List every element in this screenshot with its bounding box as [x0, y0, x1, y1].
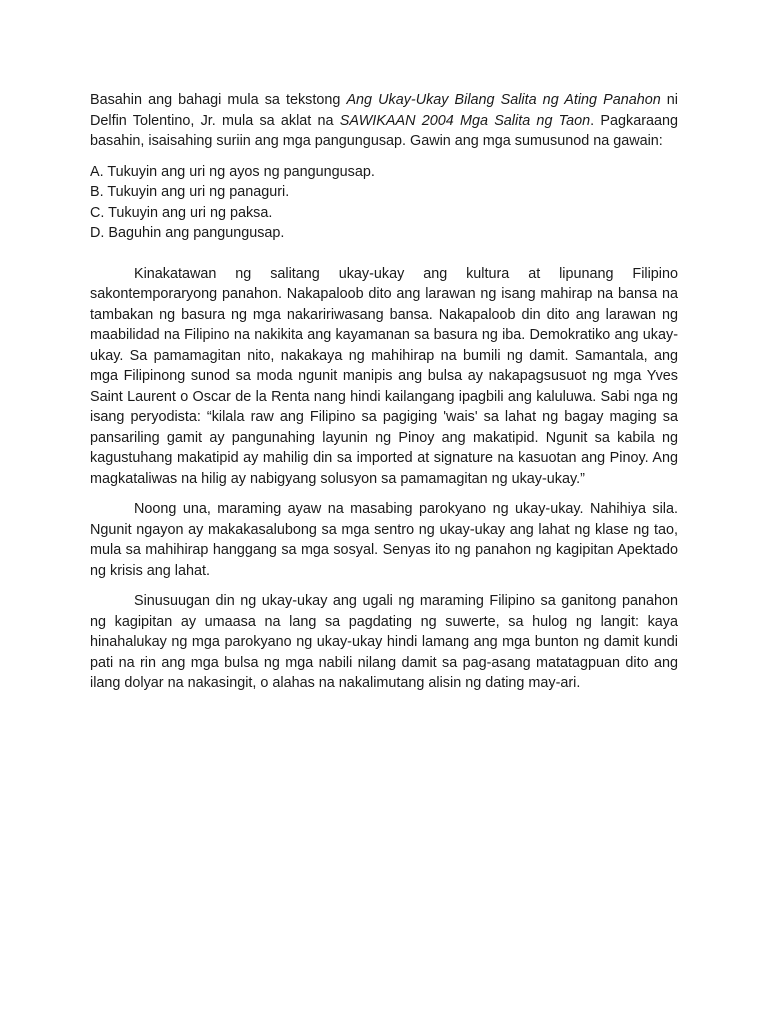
intro-paragraph	[90, 90, 678, 152]
task-list	[90, 162, 678, 244]
task-item-d: D. Baguhin ang pangungusap.	[90, 225, 285, 241]
document-page	[90, 90, 678, 704]
body-paragraph-3: Sinusuugan din ng ukay-ukay ang ugali ng maraming Filipino sa ganitong panahon ng kagipitan ay umaasa na lang sa pagdating ng suwerte, sa hulog ng langit: kaya hinahalukay ng mga parokyano ng ukay-ukay hindi lamang ang mga bunton ng damit kundi pati na rin ang mga bulsa ng mga nabili nilang damit sa pag-asang matatagpuan dito ang ilang dolyar na nakasingit, o alahas na nakalimutang alisin ng dating may-ari.	[90, 593, 678, 691]
task-item-a: A. Tukuyin ang uri ng ayos ng pangungusap.	[90, 163, 375, 180]
intro-prefix: Basahin ang bahagi mula sa tekstong	[90, 92, 347, 108]
body-paragraph-2: Noong una, maraming ayaw na masabing parokyano ng ukay-ukay. Nahihiya sila. Ngunit ngayon ay makakasalubong sa mga sentro ng ukay-ukay ang lahat ng klase ng tao, mula sa mahihirap hanggang sa mga sosyal. Senyas ito ng panahon ng kagipitan Apektado ng krisis ang lahat.	[90, 501, 678, 579]
task-item-c: C. Tukuyin ang uri ng paksa.	[90, 204, 273, 221]
intro-suffix: . Pagkaraang basahin, isaisahing suriin ang mga pangungusap. Gawin ang mga sumusunod na gawain:	[90, 112, 679, 149]
task-item-b: B. Tukuyin ang uri ng panaguri.	[90, 184, 290, 200]
text-title: Ang Ukay-Ukay Bilang Salita ng Ating Panahon	[346, 92, 661, 108]
intro-middle: ni Delfin Tolentino, Jr. mula sa aklat na	[90, 92, 678, 129]
body-paragraph-1: Kinakatawan ng salitang ukay-ukay ang kultura at lipunang Filipino sakontemporaryong panahon. Nakapaloob dito ang larawan ng isang mahirap na bansa na tambakan ng basura ng mga nakaririwasang bansa. Nakapaloob din dito ang larawan ng maabilidad na Filipino na nakikita ang kayamanan sa basura ng iba. Demokratiko ang ukay-ukay. Sa pamamagitan nito, nakakaya ng mahihirap na bumili ng damit. Samantala, ang mga Filipinong sunod sa moda ngunit manipis ang bulsa ay nakapagsusuot ng mga Yves Saint Laurent o Oscar de la Renta nang hindi kailangang ipagbili ang kaluluwa. Sabi nga ng isang peryodista: “kilala raw ang Filipino sa pagiging 'wais' sa lahat ng bagay maging sa pansariling gamit ay pangunahing layunin ng Pinoy ang makatipid. Ngunit sa kabila ng kagustuhang makatipid ay mahilig din sa imported at signature na kasuotan ang Pinoy. Ang magkataliwas na hilig ay nabigyang solusyon sa pamamagitan ng ukay-ukay.”	[90, 265, 678, 487]
book-title: SAWIKAAN 2004 Mga Salita ng Taon	[339, 112, 591, 129]
